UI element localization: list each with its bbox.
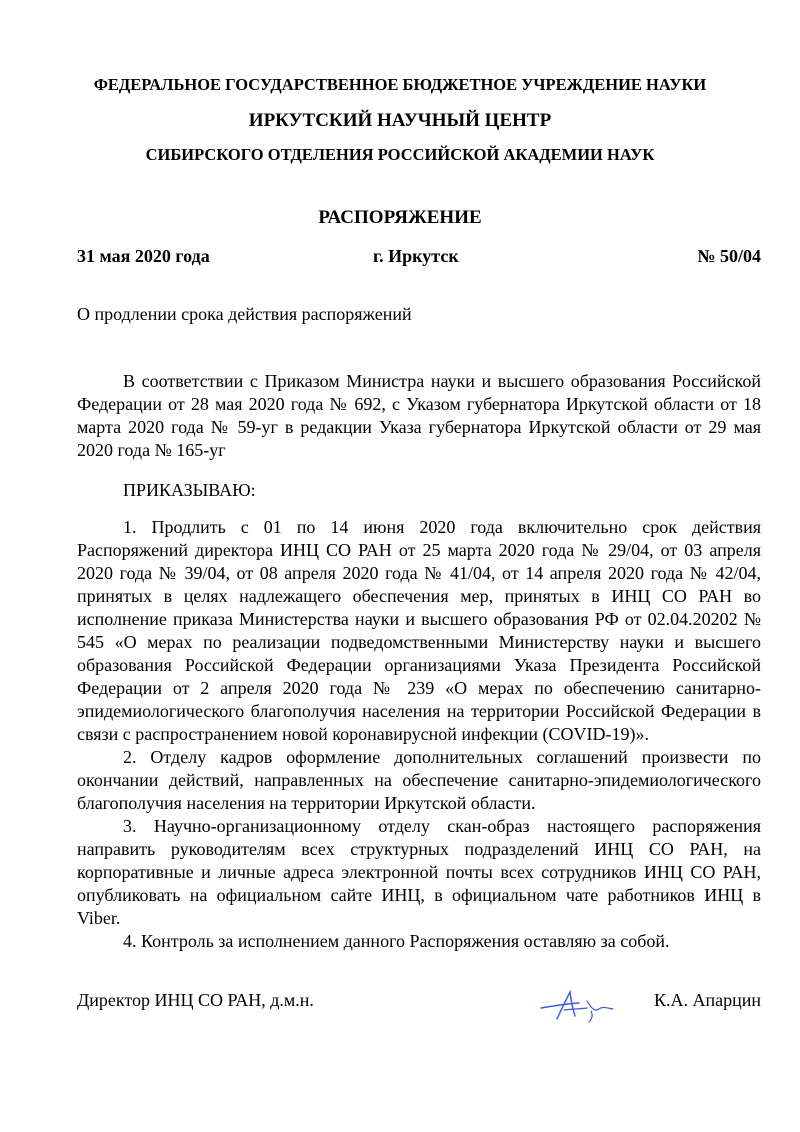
handwritten-signature xyxy=(467,986,637,1026)
order-word: ПРИКАЗЫВАЮ: xyxy=(123,480,256,500)
order-item-3: 3. Научно-организационному отделу скан-образ настоящего распоряжения направить руководителям всех структурных подразделений ИНЦ СО РАН, на корпоративные и личные адреса электронной почты всех сотрудников ИНЦ СО РАН, опубликовать на официальном сайте ИНЦ, в официальном чате работников ИНЦ в Viber. xyxy=(77,816,761,928)
document-city: г. Иркутск xyxy=(373,246,459,266)
org-type-heading: ФЕДЕРАЛЬНОЕ ГОСУДАРСТВЕННОЕ БЮДЖЕТНОЕ УЧРЕЖДЕНИЕ НАУКИ xyxy=(93,75,707,94)
intro-paragraph xyxy=(77,370,761,462)
signature-row xyxy=(77,986,761,1026)
signatory-name: К.А. Апарцин xyxy=(653,990,761,1010)
signatory-position: Директор ИНЦ СО РАН, д.м.н. xyxy=(77,990,314,1010)
order-item-4: 4. Контроль за исполнением данного Распоряжения оставляю за собой. xyxy=(123,931,670,951)
document-subject: О продлении срока действия распоряжений xyxy=(77,304,412,324)
org-branch-heading: СИБИРСКОГО ОТДЕЛЕНИЯ РОССИЙСКОЙ АКАДЕМИИ НАУК xyxy=(145,145,655,164)
document-number: № 50/04 xyxy=(697,246,761,266)
document-date: 31 мая 2020 года xyxy=(77,246,210,266)
intro-text: В соответствии с Приказом Министра науки и высшего образования Российской Федерации от 28 мая 2020 года № 692, с Указом губернатора Иркутской области от 18 марта 2020 года № 59-уг в редакции Указа губернатора Иркутской области от 29 мая 2020 года № 165-уг xyxy=(77,371,761,460)
order-item-2: 2. Отделу кадров оформление дополнительных соглашений произвести по окончании действий, направленных на обеспечение санитарно-эпидемиологического благополучия населения на территории Иркутской области. xyxy=(77,747,761,813)
document-type-title: РАСПОРЯЖЕНИЕ xyxy=(318,207,482,228)
order-items xyxy=(77,516,761,953)
org-name-heading: ИРКУТСКИЙ НАУЧНЫЙ ЦЕНТР xyxy=(248,110,552,131)
order-item-1: 1. Продлить с 01 по 14 июня 2020 года включительно срок действия Распоряжений директора ИНЦ СО РАН от 25 марта 2020 года № 29/04, от 03 апреля 2020 года № 39/04, от 08 апреля 2020 года № 41/04, от 14 апреля 2020 года № 42/04, принятых в целях надлежащего обеспечения мер, принятых в ИНЦ СО РАН во исполнение приказа Министерства науки и высшего образования РФ от 02.04.20202 № 545 «О мерах по реализации подведомственными Министерству науки и высшего образования Российской Федерации организациями Указа Президента Российской Федерации от 2 апреля 2020 года № 239 «О мерах по обеспечению санитарно-эпидемиологического благополучия населения на территории Российской Федерации в связи с распространением новой коронавирусной инфекции (COVID-19)». xyxy=(77,517,761,744)
